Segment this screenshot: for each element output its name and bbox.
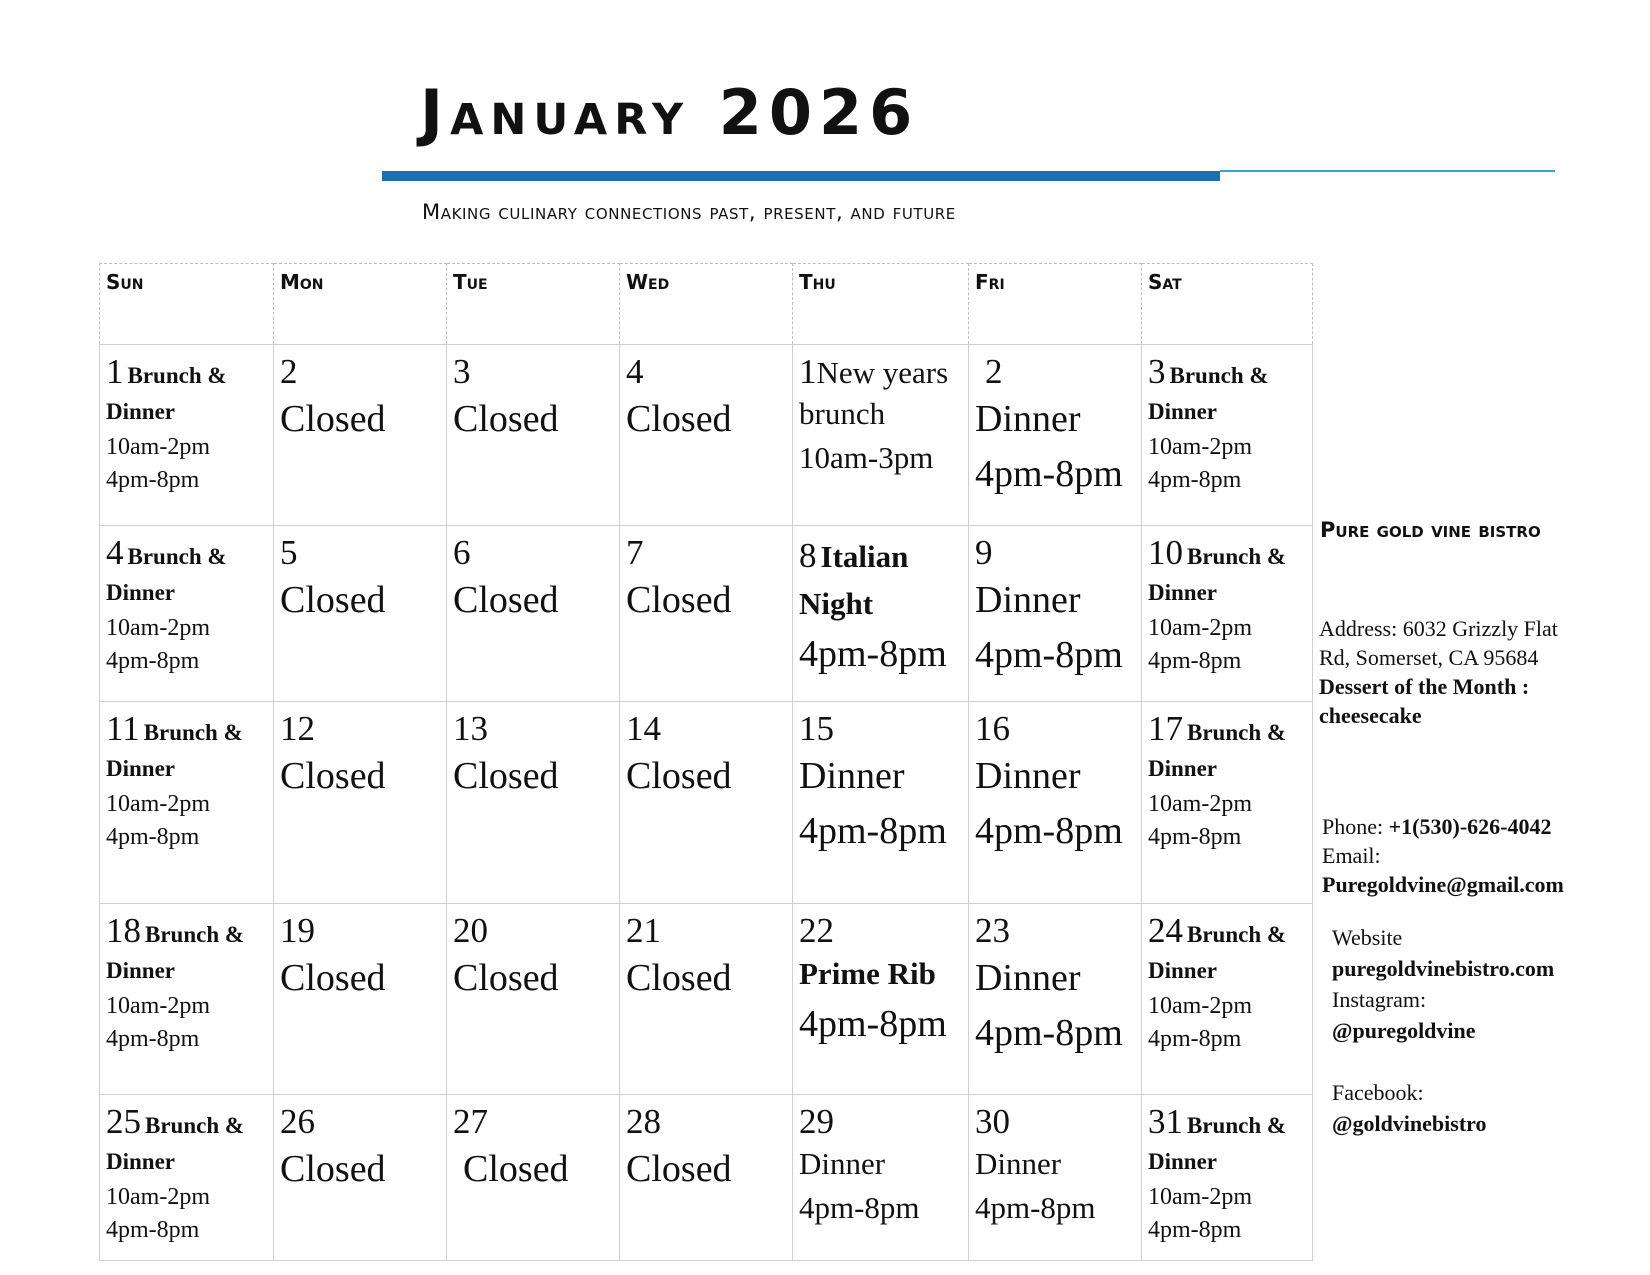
status-text: Closed bbox=[453, 397, 559, 440]
hours-text: 4pm-8pm bbox=[1148, 467, 1242, 494]
event-label: Dinner bbox=[106, 398, 175, 424]
event-label: Dinner bbox=[106, 579, 175, 605]
status-text: Closed bbox=[453, 956, 559, 999]
event-label: Brunch & bbox=[1187, 544, 1287, 569]
day-number: 2 bbox=[280, 352, 298, 391]
day-cell bbox=[793, 904, 969, 1095]
status-text: Closed bbox=[280, 397, 386, 440]
weekday-label: Mon bbox=[280, 270, 324, 294]
hours-text: 4pm-8pm bbox=[106, 1026, 200, 1053]
status-text: Closed bbox=[280, 754, 386, 797]
day-number: 16 bbox=[975, 709, 1010, 748]
day-number: 1 bbox=[799, 352, 817, 391]
day-number: 3 bbox=[1148, 352, 1166, 391]
event-label: Dinner bbox=[799, 754, 905, 797]
weekday-header bbox=[447, 264, 620, 345]
day-cell bbox=[274, 904, 447, 1095]
weekday-header bbox=[793, 264, 969, 345]
day-cell bbox=[447, 904, 620, 1095]
hours-text: 4pm-8pm bbox=[1148, 1217, 1242, 1244]
weekday-header-row bbox=[100, 264, 1313, 345]
day-number: 5 bbox=[280, 533, 298, 572]
weekday-label: Sun bbox=[106, 270, 144, 294]
day-cell bbox=[100, 702, 274, 904]
day-number: 19 bbox=[280, 911, 315, 950]
event-label: Dinner bbox=[975, 397, 1081, 440]
weekday-header bbox=[1142, 264, 1313, 345]
hours-text: 4pm-8pm bbox=[1148, 648, 1242, 675]
hours-text: 10am-2pm bbox=[1148, 992, 1252, 1019]
hours-text: 10am-2pm bbox=[1148, 790, 1252, 817]
weekday-label: Wed bbox=[626, 270, 670, 294]
page-title: January 2026 bbox=[420, 76, 920, 149]
day-number: 4 bbox=[626, 352, 644, 391]
hours-text: 4pm-8pm bbox=[975, 1011, 1123, 1054]
weekday-label: Sat bbox=[1148, 270, 1182, 294]
event-label: Brunch & bbox=[127, 363, 227, 388]
event-label: Brunch & bbox=[145, 922, 245, 947]
website-label: Website bbox=[1332, 925, 1403, 950]
status-text: Closed bbox=[626, 754, 732, 797]
day-number: 22 bbox=[799, 911, 834, 950]
event-label: Brunch & bbox=[145, 1113, 245, 1138]
event-label: Dinner bbox=[1148, 957, 1217, 983]
week-row bbox=[100, 526, 1313, 702]
hours-text: 4pm-8pm bbox=[1148, 1026, 1242, 1053]
day-number: 25 bbox=[106, 1102, 141, 1141]
day-cell bbox=[1142, 904, 1313, 1095]
day-number: 2 bbox=[985, 352, 1003, 391]
week-row bbox=[100, 1095, 1313, 1261]
hours-text: 4pm-8pm bbox=[1148, 824, 1242, 851]
day-cell bbox=[1142, 1095, 1313, 1261]
event-label: Brunch & bbox=[1187, 1113, 1287, 1138]
day-number: 9 bbox=[975, 533, 993, 572]
facebook-handle[interactable]: @goldvinebistro bbox=[1332, 1111, 1487, 1136]
event-label: Dinner bbox=[106, 1148, 175, 1174]
event-label: Brunch & bbox=[127, 544, 227, 569]
weekday-header bbox=[969, 264, 1142, 345]
bistro-name: Pure gold vine bistro bbox=[1320, 518, 1541, 542]
hours-text: 4pm-8pm bbox=[106, 648, 200, 675]
hours-text: 4pm-8pm bbox=[106, 467, 200, 494]
calendar-grid bbox=[99, 263, 1313, 1261]
event-label: Dinner bbox=[1148, 398, 1217, 424]
bistro-info-panel bbox=[1316, 0, 1650, 1275]
status-text: Closed bbox=[626, 578, 732, 621]
weekday-header bbox=[100, 264, 274, 345]
day-cell bbox=[620, 345, 793, 526]
hours-text: 10am-2pm bbox=[106, 992, 210, 1019]
day-cell bbox=[620, 526, 793, 702]
event-label: Dinner bbox=[106, 755, 175, 781]
day-number: 27 bbox=[453, 1102, 488, 1141]
event-label: Dinner bbox=[975, 578, 1081, 621]
day-number: 26 bbox=[280, 1102, 315, 1141]
day-number: 17 bbox=[1148, 709, 1183, 748]
event-label: brunch bbox=[799, 395, 886, 431]
hours-text: 4pm-8pm bbox=[975, 452, 1123, 495]
day-number: 3 bbox=[453, 352, 471, 391]
day-number: 10 bbox=[1148, 533, 1183, 572]
weekday-label: Thu bbox=[799, 270, 836, 294]
status-text: Closed bbox=[280, 956, 386, 999]
event-label: Italian bbox=[820, 539, 909, 574]
weekday-header bbox=[274, 264, 447, 345]
day-number: 1 bbox=[106, 352, 124, 391]
day-cell bbox=[100, 1095, 274, 1261]
event-label: Dinner bbox=[799, 1145, 886, 1181]
day-cell bbox=[447, 1095, 620, 1261]
website-link[interactable]: puregoldvinebistro.com bbox=[1332, 956, 1555, 981]
day-cell bbox=[620, 904, 793, 1095]
weekday-header bbox=[620, 264, 793, 345]
event-label: Brunch & bbox=[143, 720, 243, 745]
address-block bbox=[1319, 614, 1558, 730]
day-cell bbox=[447, 702, 620, 904]
hours-text: 4pm-8pm bbox=[799, 1190, 920, 1226]
day-cell bbox=[100, 345, 274, 526]
hours-text: 4pm-8pm bbox=[975, 809, 1123, 852]
event-label: Brunch & bbox=[1187, 922, 1287, 947]
status-text: Closed bbox=[626, 956, 732, 999]
page-subtitle: Making culinary connections past, present, and future bbox=[422, 200, 956, 224]
email-link[interactable]: Puregoldvine@gmail.com bbox=[1322, 872, 1564, 897]
event-label: Brunch & bbox=[1169, 363, 1269, 388]
hours-text: 10am-2pm bbox=[1148, 1183, 1252, 1210]
status-text: Closed bbox=[280, 578, 386, 621]
day-number: 14 bbox=[626, 709, 661, 748]
day-number: 21 bbox=[626, 911, 661, 950]
day-cell bbox=[793, 702, 969, 904]
day-cell bbox=[793, 526, 969, 702]
event-label: Dinner bbox=[975, 1145, 1062, 1181]
status-text: Closed bbox=[626, 397, 732, 440]
day-number: 20 bbox=[453, 911, 488, 950]
day-cell bbox=[969, 702, 1142, 904]
day-cell bbox=[969, 345, 1142, 526]
hours-text: 4pm-8pm bbox=[799, 809, 947, 852]
event-label: Dinner bbox=[1148, 579, 1217, 605]
week-row bbox=[100, 345, 1313, 526]
event-label: Dinner bbox=[975, 956, 1081, 999]
day-number: 12 bbox=[280, 709, 315, 748]
instagram-label: Instagram: bbox=[1332, 987, 1427, 1012]
day-number: 29 bbox=[799, 1102, 834, 1141]
day-cell bbox=[100, 526, 274, 702]
weekday-label: Tue bbox=[453, 270, 488, 294]
dessert-value: cheesecake bbox=[1319, 703, 1422, 728]
day-number: 13 bbox=[453, 709, 488, 748]
day-cell bbox=[100, 904, 274, 1095]
day-cell bbox=[620, 702, 793, 904]
day-cell bbox=[793, 1095, 969, 1261]
instagram-handle[interactable]: @puregoldvine bbox=[1332, 1018, 1476, 1043]
status-text: Closed bbox=[280, 1147, 386, 1190]
hours-text: 10am-2pm bbox=[1148, 433, 1252, 460]
day-cell bbox=[1142, 345, 1313, 526]
day-cell bbox=[1142, 526, 1313, 702]
day-cell bbox=[969, 904, 1142, 1095]
email-label: Email: bbox=[1322, 843, 1381, 868]
event-label: Brunch & bbox=[1187, 720, 1287, 745]
day-cell bbox=[1142, 702, 1313, 904]
day-cell bbox=[969, 1095, 1142, 1261]
hours-text: 10am-2pm bbox=[106, 1183, 210, 1210]
social-block bbox=[1332, 922, 1554, 1139]
day-number: 6 bbox=[453, 533, 471, 572]
day-cell bbox=[620, 1095, 793, 1261]
status-text: Closed bbox=[463, 1147, 569, 1190]
contact-block bbox=[1322, 812, 1564, 899]
hours-text: 10am-2pm bbox=[1148, 614, 1252, 641]
day-cell bbox=[274, 1095, 447, 1261]
day-number: 11 bbox=[106, 709, 140, 748]
hours-text: 10am-2pm bbox=[106, 790, 210, 817]
day-number: 24 bbox=[1148, 911, 1183, 950]
address-line: Address: 6032 Grizzly Flat bbox=[1319, 616, 1558, 641]
event-label: Dinner bbox=[1148, 1148, 1217, 1174]
hours-text: 10am-2pm bbox=[106, 614, 210, 641]
phone-label: Phone: bbox=[1322, 814, 1384, 839]
day-cell bbox=[447, 526, 620, 702]
week-row bbox=[100, 702, 1313, 904]
day-cell bbox=[793, 345, 969, 526]
weekday-label: Fri bbox=[975, 270, 1005, 294]
day-number: 18 bbox=[106, 911, 141, 950]
event-label: New years bbox=[816, 355, 949, 390]
status-text: Closed bbox=[626, 1147, 732, 1190]
day-cell bbox=[274, 345, 447, 526]
day-number: 8 bbox=[799, 536, 817, 575]
day-number: 15 bbox=[799, 709, 834, 748]
hours-text: 4pm-8pm bbox=[799, 633, 947, 675]
address-line: Rd, Somerset, CA 95684 bbox=[1319, 645, 1539, 670]
title-rule-thick bbox=[382, 171, 1220, 181]
day-number: 28 bbox=[626, 1102, 661, 1141]
event-label: Dinner bbox=[1148, 755, 1217, 781]
week-row bbox=[100, 904, 1313, 1095]
dessert-label: Dessert of the Month : bbox=[1319, 674, 1530, 699]
hours-text: 4pm-8pm bbox=[975, 1190, 1096, 1226]
phone-value[interactable]: +1(530)-626-4042 bbox=[1388, 814, 1552, 839]
event-label: Dinner bbox=[975, 754, 1081, 797]
day-number: 4 bbox=[106, 533, 124, 572]
day-cell bbox=[274, 702, 447, 904]
hours-text: 10am-3pm bbox=[799, 440, 934, 476]
hours-text: 10am-2pm bbox=[106, 433, 210, 460]
event-label: Dinner bbox=[106, 957, 175, 983]
day-cell bbox=[447, 345, 620, 526]
day-number: 7 bbox=[626, 533, 644, 572]
day-number: 23 bbox=[975, 911, 1010, 950]
event-label: Prime Rib bbox=[799, 955, 936, 991]
status-text: Closed bbox=[453, 754, 559, 797]
status-text: Closed bbox=[453, 578, 559, 621]
event-label: Night bbox=[799, 585, 874, 621]
day-number: 30 bbox=[975, 1102, 1010, 1141]
hours-text: 4pm-8pm bbox=[106, 1217, 200, 1244]
hours-text: 4pm-8pm bbox=[106, 824, 200, 851]
hours-text: 4pm-8pm bbox=[799, 1003, 947, 1045]
hours-text: 4pm-8pm bbox=[975, 633, 1123, 676]
day-number: 31 bbox=[1148, 1102, 1183, 1141]
day-cell bbox=[274, 526, 447, 702]
day-cell bbox=[969, 526, 1142, 702]
facebook-label: Facebook: bbox=[1332, 1080, 1424, 1105]
